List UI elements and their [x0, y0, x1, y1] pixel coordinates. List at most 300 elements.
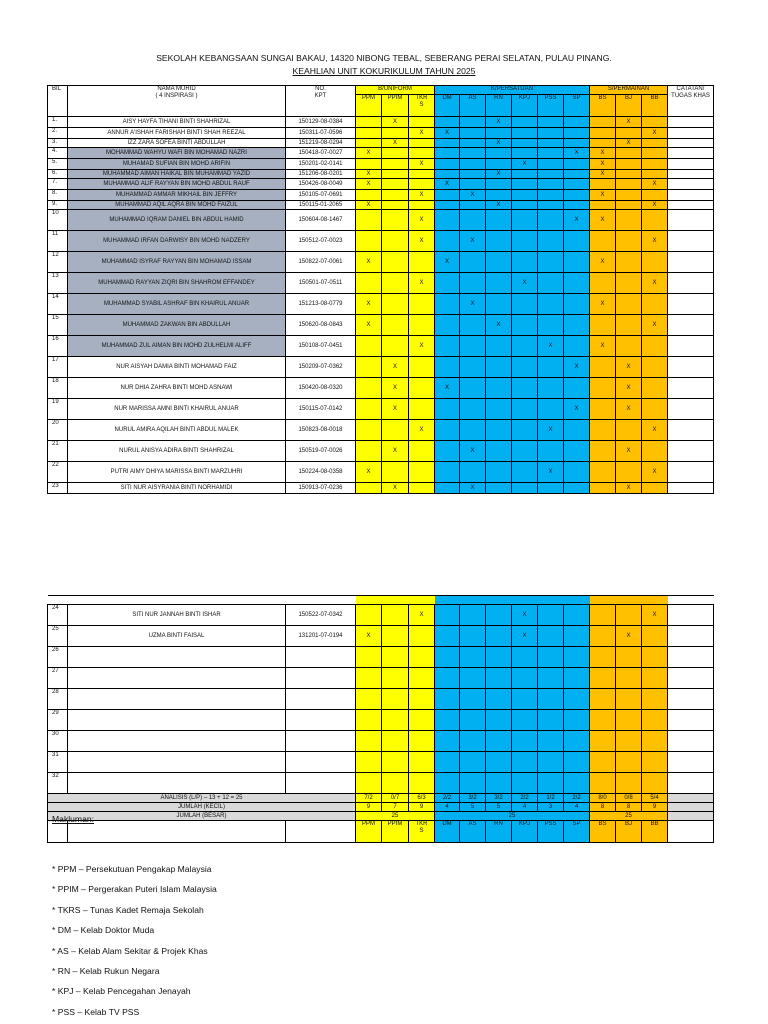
- row-mark-kpj: [512, 647, 538, 668]
- row-mark-rn: [486, 252, 512, 273]
- row-kpt: [286, 710, 356, 731]
- row-mark-kpj: [512, 315, 538, 336]
- row-kpt: 151206-08-0201: [286, 170, 356, 179]
- sub-header-ppm: PPM: [356, 95, 382, 117]
- row-catatan: [668, 252, 714, 273]
- row-mark-pss: [538, 210, 564, 231]
- row-catatan: [668, 201, 714, 210]
- row-mark-kpj: [512, 170, 538, 179]
- footer-sub-dm: DM: [435, 821, 460, 843]
- row-mark-ppm: [356, 605, 382, 626]
- row-kpt: 150913-07-0236: [286, 483, 356, 494]
- row-nama: MUHAMMAD RAYYAN ZIQRI BIN SHAHROM EFFANDEY: [68, 273, 286, 294]
- row-mark-ppm: [356, 273, 382, 294]
- besar-permainan: 25: [590, 812, 668, 821]
- row-nama: SITI NUR JANNAH BINTI ISHAR: [68, 605, 286, 626]
- row-mark-ppm: [356, 336, 382, 357]
- row-mark-sp: [564, 179, 590, 190]
- legend-item: * DM – Kelab Doktor Muda: [52, 925, 155, 936]
- row-catatan: [668, 773, 714, 794]
- analisis-value: 2/2: [512, 794, 538, 803]
- row-mark-ppim: [382, 210, 409, 231]
- row-mark-dm: [435, 231, 460, 252]
- row-mark-bs: [590, 201, 616, 210]
- row-mark-dm: [435, 647, 460, 668]
- row-mark-bb: X: [642, 201, 668, 210]
- row-mark-as: [460, 420, 486, 441]
- row-bil: 31: [48, 752, 68, 773]
- row-catatan: [668, 731, 714, 752]
- row-mark-ppim: [382, 752, 409, 773]
- legend-item: * RN – Kelab Rukun Negara: [52, 966, 160, 976]
- row-mark-ppm: [356, 689, 382, 710]
- row-mark-rn: [486, 273, 512, 294]
- row-mark-kpj: [512, 441, 538, 462]
- row-bil: 17: [48, 357, 68, 378]
- row-bil: 4.: [48, 148, 68, 159]
- row-mark-bs: [590, 752, 616, 773]
- row-mark-sp: [564, 117, 590, 128]
- row-mark-bj: [616, 179, 642, 190]
- table-row: [48, 252, 714, 273]
- sub-header-tkr-label: TKR: [415, 95, 428, 101]
- row-mark-bj: X: [616, 626, 642, 647]
- kecil-value: 4: [564, 803, 590, 812]
- row-mark-dm: [435, 210, 460, 231]
- row-nama: IZZ ZARA SOFEA BINTI ABDULLAH: [68, 139, 286, 148]
- row-mark-tkr: X: [409, 210, 435, 231]
- row-mark-bs: [590, 462, 616, 483]
- row-mark-rn: [486, 231, 512, 252]
- row-mark-kpj: [512, 378, 538, 399]
- row-mark-tkr: [409, 252, 435, 273]
- row-catatan: [668, 128, 714, 139]
- besar-catatan: [668, 812, 714, 821]
- row-bil: 16: [48, 336, 68, 357]
- row-mark-dm: [435, 731, 460, 752]
- row-mark-bb: [642, 210, 668, 231]
- row-kpt: 150822-07-0061: [286, 252, 356, 273]
- row-mark-dm: [435, 159, 460, 170]
- row-mark-kpj: [512, 294, 538, 315]
- row-bil: 5.: [48, 159, 68, 170]
- row-catatan: [668, 273, 714, 294]
- row-mark-ppim: [382, 294, 409, 315]
- row-mark-rn: [486, 773, 512, 794]
- row-mark-ppim: X: [382, 399, 409, 420]
- row-mark-bs: [590, 128, 616, 139]
- table-row: [48, 626, 714, 647]
- row-mark-bs: [590, 420, 616, 441]
- row-mark-bb: [642, 483, 668, 494]
- row-mark-ppim: [382, 179, 409, 190]
- row-mark-sp: X: [564, 148, 590, 159]
- row-mark-rn: [486, 462, 512, 483]
- row-mark-ppm: [356, 441, 382, 462]
- row-mark-bb: [642, 689, 668, 710]
- row-mark-ppm: X: [356, 315, 382, 336]
- row-mark-pss: [538, 668, 564, 689]
- row-mark-ppm: X: [356, 201, 382, 210]
- row-mark-kpj: [512, 231, 538, 252]
- row-bil: 25: [48, 626, 68, 647]
- row-kpt: 150105-07-0691: [286, 190, 356, 201]
- col-header-catatan-sub: TUGAS KHAS: [671, 93, 710, 99]
- row-mark-bs: [590, 605, 616, 626]
- school-title: SEKOLAH KEBANGSAAN SUNGAI BAKAU, 14320 NIBONG TEBAL, SEBERANG PERAI SELATAN, PULAU PINANG.: [156, 53, 612, 63]
- row-mark-ppm: [356, 378, 382, 399]
- row-catatan: [668, 710, 714, 731]
- row-mark-pss: [538, 441, 564, 462]
- row-mark-ppm: X: [356, 626, 382, 647]
- row-mark-sp: [564, 773, 590, 794]
- row-catatan: [668, 179, 714, 190]
- row-mark-pss: [538, 201, 564, 210]
- besar-uniform: 25: [356, 812, 435, 821]
- col-header-bil: BIL: [48, 86, 68, 117]
- row-mark-pss: [538, 626, 564, 647]
- row-mark-as: [460, 399, 486, 420]
- row-catatan: [668, 159, 714, 170]
- row-mark-sp: [564, 626, 590, 647]
- row-mark-kpj: [512, 752, 538, 773]
- sub-header-bj: BJ: [616, 95, 642, 117]
- row-mark-bj: X: [616, 378, 642, 399]
- legend-item: * AS – Kelab Alam Sekitar & Projek Khas: [52, 945, 208, 956]
- row-nama: [68, 773, 286, 794]
- row-mark-rn: [486, 210, 512, 231]
- row-mark-dm: [435, 483, 460, 494]
- row-kpt: 150418-07-0027: [286, 148, 356, 159]
- row-mark-tkr: [409, 170, 435, 179]
- row-mark-rn: [486, 399, 512, 420]
- row-kpt: [286, 773, 356, 794]
- row-mark-sp: [564, 190, 590, 201]
- table-row: [48, 294, 714, 315]
- row-mark-rn: [486, 294, 512, 315]
- page-title: KEAHLIAN UNIT KOKURIKULUM TAHUN 2025: [292, 66, 476, 76]
- row-kpt: 150823-08-0018: [286, 420, 356, 441]
- row-mark-ppim: [382, 252, 409, 273]
- row-catatan: [668, 752, 714, 773]
- row-mark-pss: [538, 252, 564, 273]
- row-mark-pss: [538, 159, 564, 170]
- row-mark-bb: [642, 148, 668, 159]
- row-mark-pss: X: [538, 462, 564, 483]
- row-mark-kpj: X: [512, 273, 538, 294]
- row-mark-rn: [486, 148, 512, 159]
- row-nama: [68, 731, 286, 752]
- row-mark-dm: [435, 170, 460, 179]
- kecil-value: 4: [512, 803, 538, 812]
- row-mark-bs: [590, 231, 616, 252]
- row-mark-dm: [435, 190, 460, 201]
- row-mark-bb: [642, 294, 668, 315]
- spacer-cell: [409, 596, 435, 605]
- row-mark-ppm: [356, 647, 382, 668]
- row-nama: NUR MARISSA AMNI BINTI KHAIRUL ANUAR: [68, 399, 286, 420]
- row-mark-bs: X: [590, 148, 616, 159]
- row-mark-ppm: [356, 483, 382, 494]
- row-bil: 9.: [48, 201, 68, 210]
- row-mark-ppim: [382, 201, 409, 210]
- row-mark-kpj: [512, 462, 538, 483]
- row-mark-bs: X: [590, 294, 616, 315]
- row-nama: MUHAMMAD AMMAR MIKHAIL BIN JEFFRY: [68, 190, 286, 201]
- row-mark-tkr: X: [409, 159, 435, 170]
- row-bil: 2.: [48, 128, 68, 139]
- row-mark-ppm: [356, 128, 382, 139]
- sub-header-dm: DM: [435, 95, 460, 117]
- row-mark-bb: X: [642, 605, 668, 626]
- footer-sub-bj: BJ: [616, 821, 642, 843]
- row-mark-pss: [538, 179, 564, 190]
- row-mark-pss: [538, 605, 564, 626]
- footer-sub-kpj: KPJ: [512, 821, 538, 843]
- row-mark-dm: [435, 336, 460, 357]
- table-row: [48, 159, 714, 170]
- kecil-value: 9: [409, 803, 435, 812]
- row-mark-bb: X: [642, 462, 668, 483]
- sub-header-bs: BS: [590, 95, 616, 117]
- row-kpt: [286, 689, 356, 710]
- row-mark-rn: X: [486, 139, 512, 148]
- row-mark-tkr: [409, 710, 435, 731]
- row-mark-ppm: X: [356, 170, 382, 179]
- row-bil: 28: [48, 689, 68, 710]
- row-mark-sp: [564, 128, 590, 139]
- row-mark-tkr: X: [409, 273, 435, 294]
- row-mark-bb: X: [642, 420, 668, 441]
- row-mark-pss: [538, 710, 564, 731]
- row-mark-as: [460, 689, 486, 710]
- row-mark-bj: [616, 315, 642, 336]
- row-mark-as: [460, 117, 486, 128]
- row-mark-dm: [435, 462, 460, 483]
- col-header-nama-sub: ( 4 INSPIRASI ): [155, 93, 198, 99]
- row-mark-bj: X: [616, 117, 642, 128]
- row-mark-tkr: X: [409, 190, 435, 201]
- row-mark-as: [460, 357, 486, 378]
- row-kpt: 150311-07-0596: [286, 128, 356, 139]
- footer-tkr-label: TKR: [415, 821, 428, 827]
- table-row: [48, 139, 714, 148]
- row-mark-kpj: [512, 668, 538, 689]
- row-mark-kpj: [512, 773, 538, 794]
- row-mark-rn: [486, 336, 512, 357]
- legend-item: * PPM – Persekutuan Pengakap Malaysia: [52, 864, 212, 874]
- row-mark-tkr: [409, 201, 435, 210]
- row-mark-rn: [486, 420, 512, 441]
- row-mark-pss: [538, 117, 564, 128]
- legend-item: * TKRS – Tunas Kadet Remaja Sekolah: [52, 904, 204, 915]
- footer-sub-sp: SP: [564, 821, 590, 843]
- table-row: [48, 148, 714, 159]
- row-nama: NURUL AMIRA AQILAH BINTI ABDUL MALEK: [68, 420, 286, 441]
- row-mark-as: [460, 273, 486, 294]
- row-catatan: [668, 117, 714, 128]
- row-mark-kpj: [512, 128, 538, 139]
- table-row: [48, 128, 714, 139]
- row-catatan: [668, 689, 714, 710]
- row-mark-dm: [435, 441, 460, 462]
- row-mark-tkr: [409, 752, 435, 773]
- row-bil: 18: [48, 378, 68, 399]
- row-mark-ppim: [382, 647, 409, 668]
- row-mark-sp: [564, 252, 590, 273]
- row-mark-bs: [590, 689, 616, 710]
- spacer-cell: [68, 596, 286, 605]
- row-mark-as: [460, 773, 486, 794]
- row-nama: MUHAMMAD AIMAN HAIKAL BIN MUHAMMAD YAZID: [68, 170, 286, 179]
- row-mark-kpj: [512, 420, 538, 441]
- row-kpt: 131201-07-0194: [286, 626, 356, 647]
- row-mark-kpj: [512, 148, 538, 159]
- row-mark-dm: X: [435, 252, 460, 273]
- row-mark-bs: [590, 139, 616, 148]
- table-row: [48, 201, 714, 210]
- footer-header-row: [48, 821, 714, 843]
- spacer-cell: [564, 596, 590, 605]
- group-header-persatuan: K/PERSATUAN: [435, 86, 590, 95]
- table-row: [48, 378, 714, 399]
- row-mark-sp: [564, 231, 590, 252]
- row-nama: MOHAMMAD WAHYU WAFI BIN MOHAMAD NAZRI: [68, 148, 286, 159]
- row-mark-pss: [538, 752, 564, 773]
- analisis-value: 8/0: [590, 794, 616, 803]
- sub-header-tkr: [409, 95, 435, 117]
- row-mark-dm: [435, 399, 460, 420]
- row-mark-as: [460, 462, 486, 483]
- row-mark-bs: [590, 668, 616, 689]
- row-bil: 13: [48, 273, 68, 294]
- row-mark-bj: [616, 731, 642, 752]
- row-mark-tkr: [409, 441, 435, 462]
- row-mark-ppim: [382, 273, 409, 294]
- table-row: [48, 462, 714, 483]
- row-mark-as: X: [460, 441, 486, 462]
- col-header-catatan: [668, 86, 714, 117]
- row-mark-rn: [486, 752, 512, 773]
- row-mark-bj: [616, 159, 642, 170]
- row-mark-rn: [486, 710, 512, 731]
- row-catatan: [668, 483, 714, 494]
- row-kpt: 150108-07-0451: [286, 336, 356, 357]
- row-mark-as: [460, 668, 486, 689]
- row-nama: NUR AISYAH DAMIA BINTI MOHAMAD FAIZ: [68, 357, 286, 378]
- row-mark-sp: [564, 378, 590, 399]
- row-mark-sp: [564, 605, 590, 626]
- row-nama: NUR DHIA ZAHRA BINTI MOHD ASNAWI: [68, 378, 286, 399]
- row-mark-tkr: [409, 139, 435, 148]
- row-bil: 7.: [48, 179, 68, 190]
- row-mark-tkr: [409, 378, 435, 399]
- row-catatan: [668, 378, 714, 399]
- row-bil: 15: [48, 315, 68, 336]
- row-mark-bs: X: [590, 210, 616, 231]
- row-nama: MUHAMMAD AQIL AQRA BIN MOHD FAIZUL: [68, 201, 286, 210]
- row-mark-bb: [642, 441, 668, 462]
- row-mark-bj: [616, 170, 642, 179]
- analisis-value: 2/2: [435, 794, 460, 803]
- row-mark-dm: [435, 139, 460, 148]
- spacer-cell: [538, 596, 564, 605]
- row-kpt: 150209-07-0362: [286, 357, 356, 378]
- row-mark-bj: X: [616, 139, 642, 148]
- row-mark-kpj: [512, 210, 538, 231]
- row-mark-sp: [564, 201, 590, 210]
- table-row: [48, 357, 714, 378]
- analisis-value: 3/2: [486, 794, 512, 803]
- row-mark-kpj: [512, 483, 538, 494]
- row-mark-sp: [564, 273, 590, 294]
- row-mark-ppm: X: [356, 179, 382, 190]
- row-mark-bb: [642, 647, 668, 668]
- row-mark-bs: X: [590, 252, 616, 273]
- row-catatan: [668, 626, 714, 647]
- row-mark-dm: [435, 605, 460, 626]
- row-catatan: [668, 139, 714, 148]
- row-bil: 30: [48, 731, 68, 752]
- row-mark-as: [460, 128, 486, 139]
- group-header-uniform: B/UNIFORM: [356, 86, 435, 95]
- row-mark-bj: [616, 294, 642, 315]
- row-mark-pss: [538, 689, 564, 710]
- table-row: [48, 773, 714, 794]
- row-mark-as: [460, 210, 486, 231]
- row-mark-pss: [538, 148, 564, 159]
- row-mark-ppim: X: [382, 357, 409, 378]
- spacer-cell: [286, 596, 356, 605]
- row-mark-as: [460, 201, 486, 210]
- row-bil: 8.: [48, 190, 68, 201]
- row-kpt: 150501-07-0511: [286, 273, 356, 294]
- analisis-value: 7/2: [356, 794, 382, 803]
- row-mark-as: [460, 752, 486, 773]
- row-mark-ppm: [356, 731, 382, 752]
- sub-header-as: AS: [460, 95, 486, 117]
- row-bil: 19: [48, 399, 68, 420]
- row-mark-kpj: [512, 190, 538, 201]
- legend-title: Makluman:: [52, 814, 95, 824]
- row-mark-as: [460, 710, 486, 731]
- row-mark-bb: [642, 336, 668, 357]
- footer-sub-pss: PSS: [538, 821, 564, 843]
- row-nama: SITI NUR AISYRANIA BINTI NORHAMIDI: [68, 483, 286, 494]
- row-mark-ppim: [382, 626, 409, 647]
- row-mark-dm: [435, 752, 460, 773]
- row-kpt: 150115-01-2065: [286, 201, 356, 210]
- row-mark-kpj: X: [512, 605, 538, 626]
- row-bil: 23: [48, 483, 68, 494]
- row-mark-kpj: [512, 357, 538, 378]
- row-mark-rn: [486, 668, 512, 689]
- table-row: [48, 647, 714, 668]
- row-kpt: 151213-08-0779: [286, 294, 356, 315]
- row-mark-dm: X: [435, 378, 460, 399]
- row-mark-bj: X: [616, 399, 642, 420]
- footer-sub-tkr: [409, 821, 435, 843]
- legend-item: * KPJ – Kelab Pencegahan Jenayah: [52, 986, 191, 997]
- table-row: [48, 117, 714, 128]
- row-mark-ppim: [382, 773, 409, 794]
- kecil-value: 3: [538, 803, 564, 812]
- row-nama: MUHAMMAD ISYRAF RAYYAN BIN MOHAMAD ISSAM: [68, 252, 286, 273]
- spacer-cell: [48, 596, 68, 605]
- row-catatan: [668, 315, 714, 336]
- row-mark-bb: [642, 190, 668, 201]
- row-mark-ppim: X: [382, 139, 409, 148]
